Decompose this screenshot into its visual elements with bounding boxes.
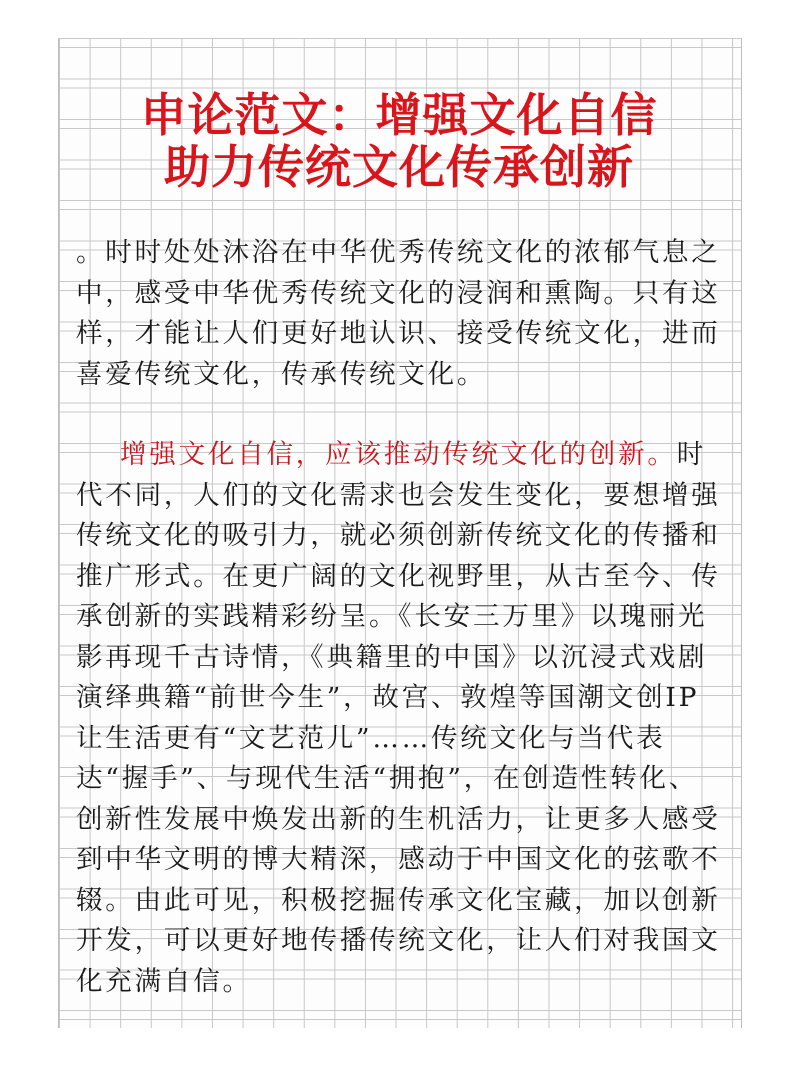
paragraph-2 bbox=[76, 435, 726, 1002]
paragraph-1 bbox=[76, 233, 726, 395]
paragraph-2-highlight: 增强文化自信，应该推动传统文化的创新。 bbox=[120, 439, 677, 470]
bottom-fade bbox=[0, 1028, 800, 1067]
title-line-2: 助力传统文化传承创新 bbox=[164, 140, 634, 194]
title-line-1: 申论范文：增强文化自信 bbox=[140, 88, 658, 142]
paragraph-1-text: 。时时处处沐浴在中华优秀传统文化的浓郁气息之中，感受中华优秀传统文化的浸润和熏陶。只有这样，才能让人们更好地认识、接受传统文化，进而喜爱传统文化，传承传统文化。 bbox=[76, 237, 721, 390]
paragraph-2-body: 时代不同，人们的文化需求也会发生变化，要想增强传统文化的吸引力，就必须创新传统文化的传播和推广形式。在更广阔的文化视野里，从古至今、传承创新的实践精彩纷呈。《长安三万里》以瑰丽光影再现千古诗情，《典籍里的中国》以沉浸式戏剧演绎典籍“前世今生”，故宫、敦煌等国潮文创IP让生活更有“文艺范儿”……传统文化与当代表达“握手”、与现代生活“拥抱”，在创造性转化、创新性发展中焕发出新的生机活力，让更多人感受到中华文明的博大精深，感动于中国文化的弦歌不辍。由此可见，积极挖掘传承文化宝藏，加以创新开发，可以更好地传播传统文化，让人们对我国文化充满自信。 bbox=[76, 439, 721, 997]
